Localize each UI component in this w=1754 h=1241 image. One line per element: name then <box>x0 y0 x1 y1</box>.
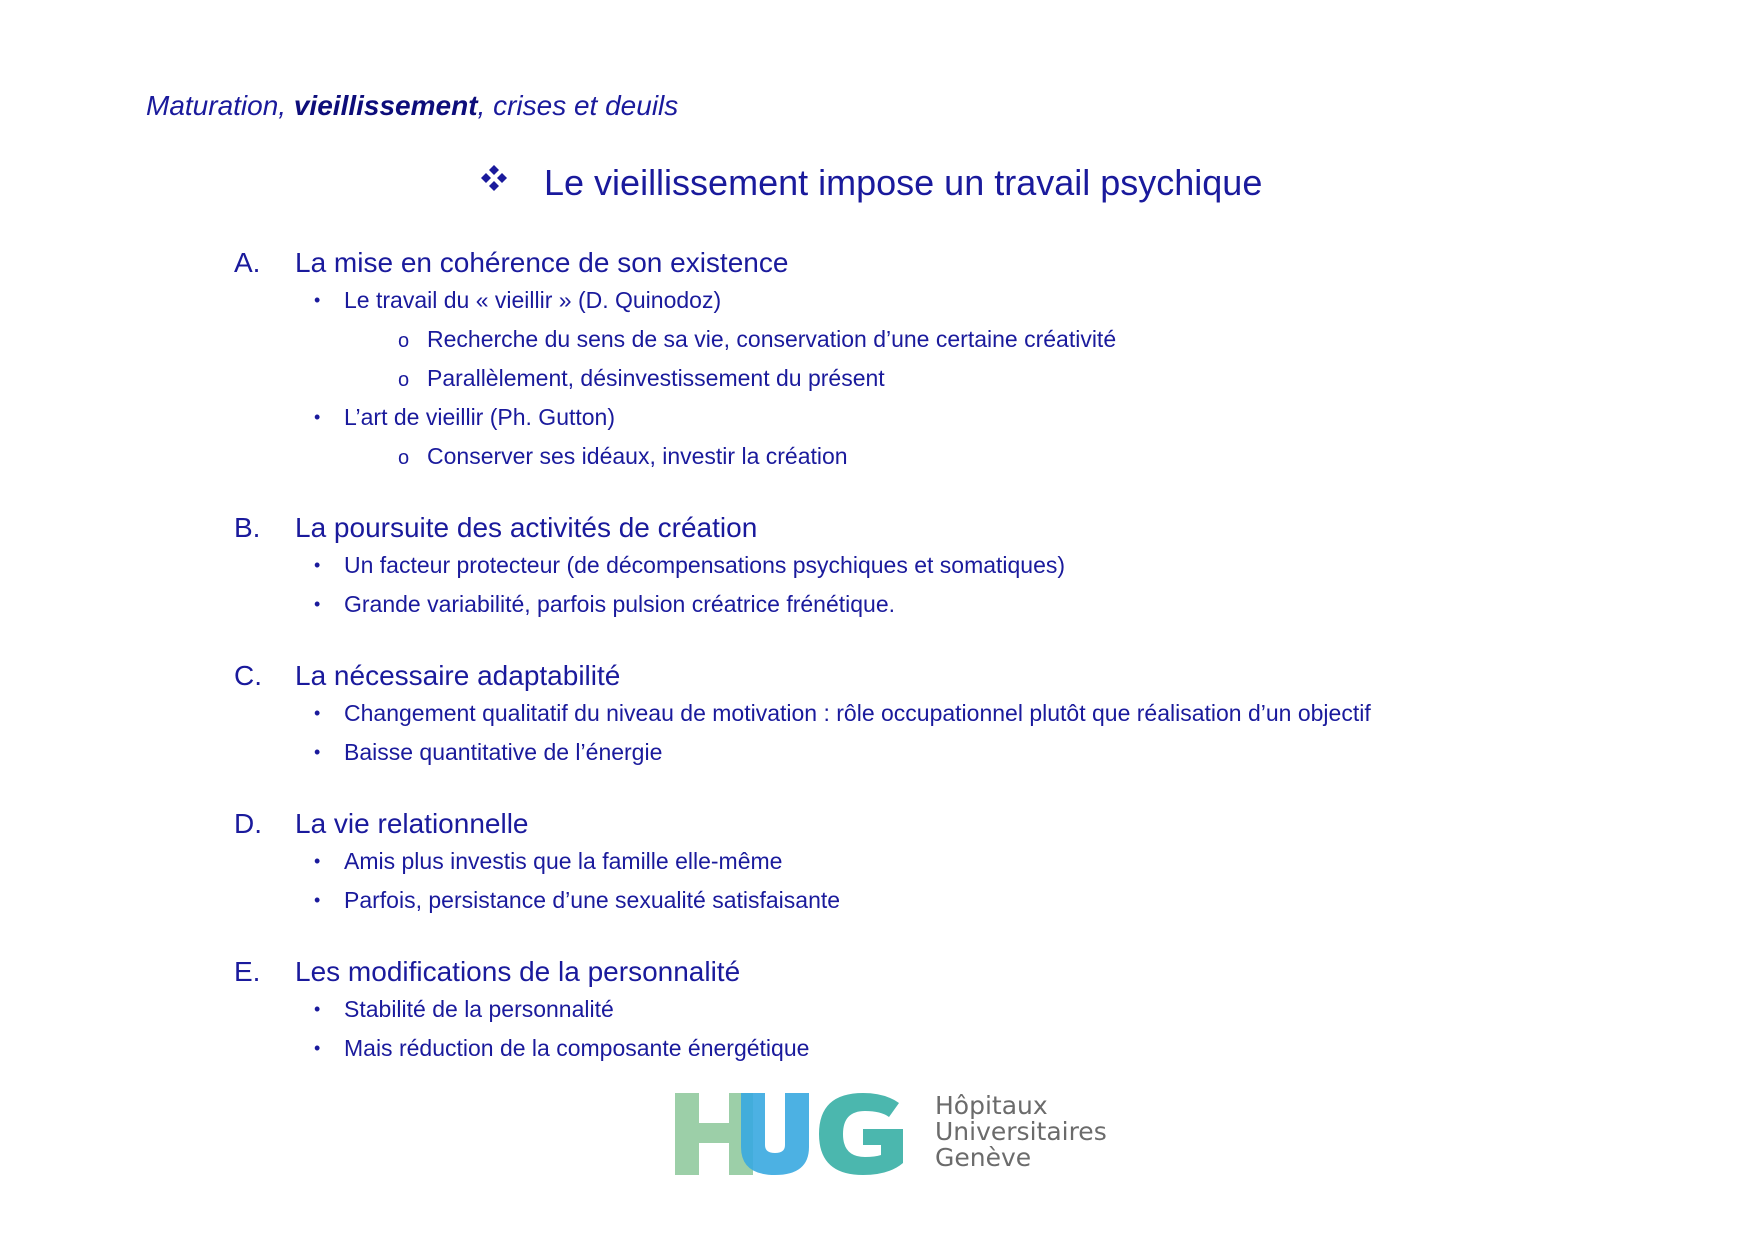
sub-list-item <box>398 443 1116 482</box>
section-d <box>234 808 840 926</box>
bullet-icon: • <box>314 290 321 310</box>
document-header <box>146 90 678 122</box>
section-title: La mise en cohérence de son existence <box>295 247 789 278</box>
list-item-text: Stabilité de la personnalité <box>344 996 614 1022</box>
sub-list-item <box>398 365 1116 404</box>
list-item-text: L’art de vieillir (Ph. Gutton) <box>344 404 616 430</box>
list-item-text: Un facteur protecteur (de décompensations psychiques et somatiques) <box>344 552 1066 578</box>
list-item <box>314 1035 809 1071</box>
list-item <box>314 287 1116 326</box>
logo-line-3: Genève <box>935 1143 1032 1172</box>
section-b <box>234 512 1065 630</box>
list-item <box>314 739 1371 778</box>
bullet-icon: • <box>314 555 321 575</box>
circle-bullet-icon: o <box>398 369 410 391</box>
bullet-icon: • <box>314 594 321 614</box>
list-item <box>314 404 1116 443</box>
bullet-icon: • <box>314 1038 321 1058</box>
section-a <box>234 247 1116 482</box>
bullet-icon: • <box>314 742 321 762</box>
slide-title <box>480 162 1262 204</box>
bullet-icon: • <box>314 851 321 871</box>
section-letter: A. <box>234 247 261 278</box>
hug-logo-mark <box>675 1093 915 1175</box>
sub-list-item-text: Recherche du sens de sa vie, conservation d’une certaine créativité <box>427 326 1117 352</box>
list-item <box>314 848 840 887</box>
sub-list-item-text: Parallèlement, désinvestissement du présent <box>427 365 885 391</box>
section-letter: E. <box>234 956 261 987</box>
section-c <box>234 660 1371 778</box>
section-heading <box>234 660 1371 700</box>
sub-list-item <box>398 326 1116 365</box>
logo-line-2: Universitaires <box>935 1117 1107 1146</box>
list-item-text: Grande variabilité, parfois pulsion créatrice frénétique. <box>344 591 896 617</box>
section-heading <box>234 808 840 848</box>
logo-line-1: Hôpitaux <box>935 1091 1048 1120</box>
diamond-bullet-icon <box>480 164 508 199</box>
section-e <box>234 956 809 1071</box>
title-text: Le vieillissement impose un travail psychique <box>544 162 1263 203</box>
section-letter: C. <box>234 660 262 691</box>
header-bold: vieillissement <box>293 90 478 121</box>
list-item <box>314 700 1371 739</box>
bullet-icon: • <box>314 890 321 910</box>
list-item <box>314 887 840 926</box>
list-item-text: Baisse quantitative de l’énergie <box>344 739 663 765</box>
section-heading <box>234 512 1065 552</box>
list-item-text: Mais réduction de la composante énergétique <box>344 1035 810 1061</box>
list-item <box>314 996 809 1035</box>
list-item <box>314 591 1065 630</box>
section-letter: B. <box>234 512 261 543</box>
header-part2: , crises et deuils <box>477 90 679 121</box>
section-title: Les modifications de la personnalité <box>295 956 741 987</box>
sub-list-item-text: Conserver ses idéaux, investir la création <box>427 443 848 469</box>
section-letter: D. <box>234 808 262 839</box>
section-title: La nécessaire adaptabilité <box>295 660 621 691</box>
hug-logo-text <box>935 1093 1107 1171</box>
bullet-icon: • <box>314 407 321 427</box>
header-part1: Maturation, <box>146 90 294 121</box>
list-item-text: Parfois, persistance d’une sexualité satisfaisante <box>344 887 841 913</box>
section-title: La poursuite des activités de création <box>295 512 758 543</box>
bullet-icon: • <box>314 703 321 723</box>
list-item-text: Le travail du « vieillir » (D. Quinodoz) <box>344 287 722 313</box>
circle-bullet-icon: o <box>398 447 410 469</box>
circle-bullet-icon: o <box>398 330 410 352</box>
list-item-text: Amis plus investis que la famille elle-même <box>344 848 783 874</box>
list-item <box>314 552 1065 591</box>
list-item-text: Changement qualitatif du niveau de motivation : rôle occupationnel plutôt que réalisation d’un objectif <box>344 700 1371 726</box>
section-heading <box>234 247 1116 287</box>
section-title: La vie relationnelle <box>295 808 529 839</box>
section-heading <box>234 956 809 996</box>
bullet-icon: • <box>314 999 321 1019</box>
